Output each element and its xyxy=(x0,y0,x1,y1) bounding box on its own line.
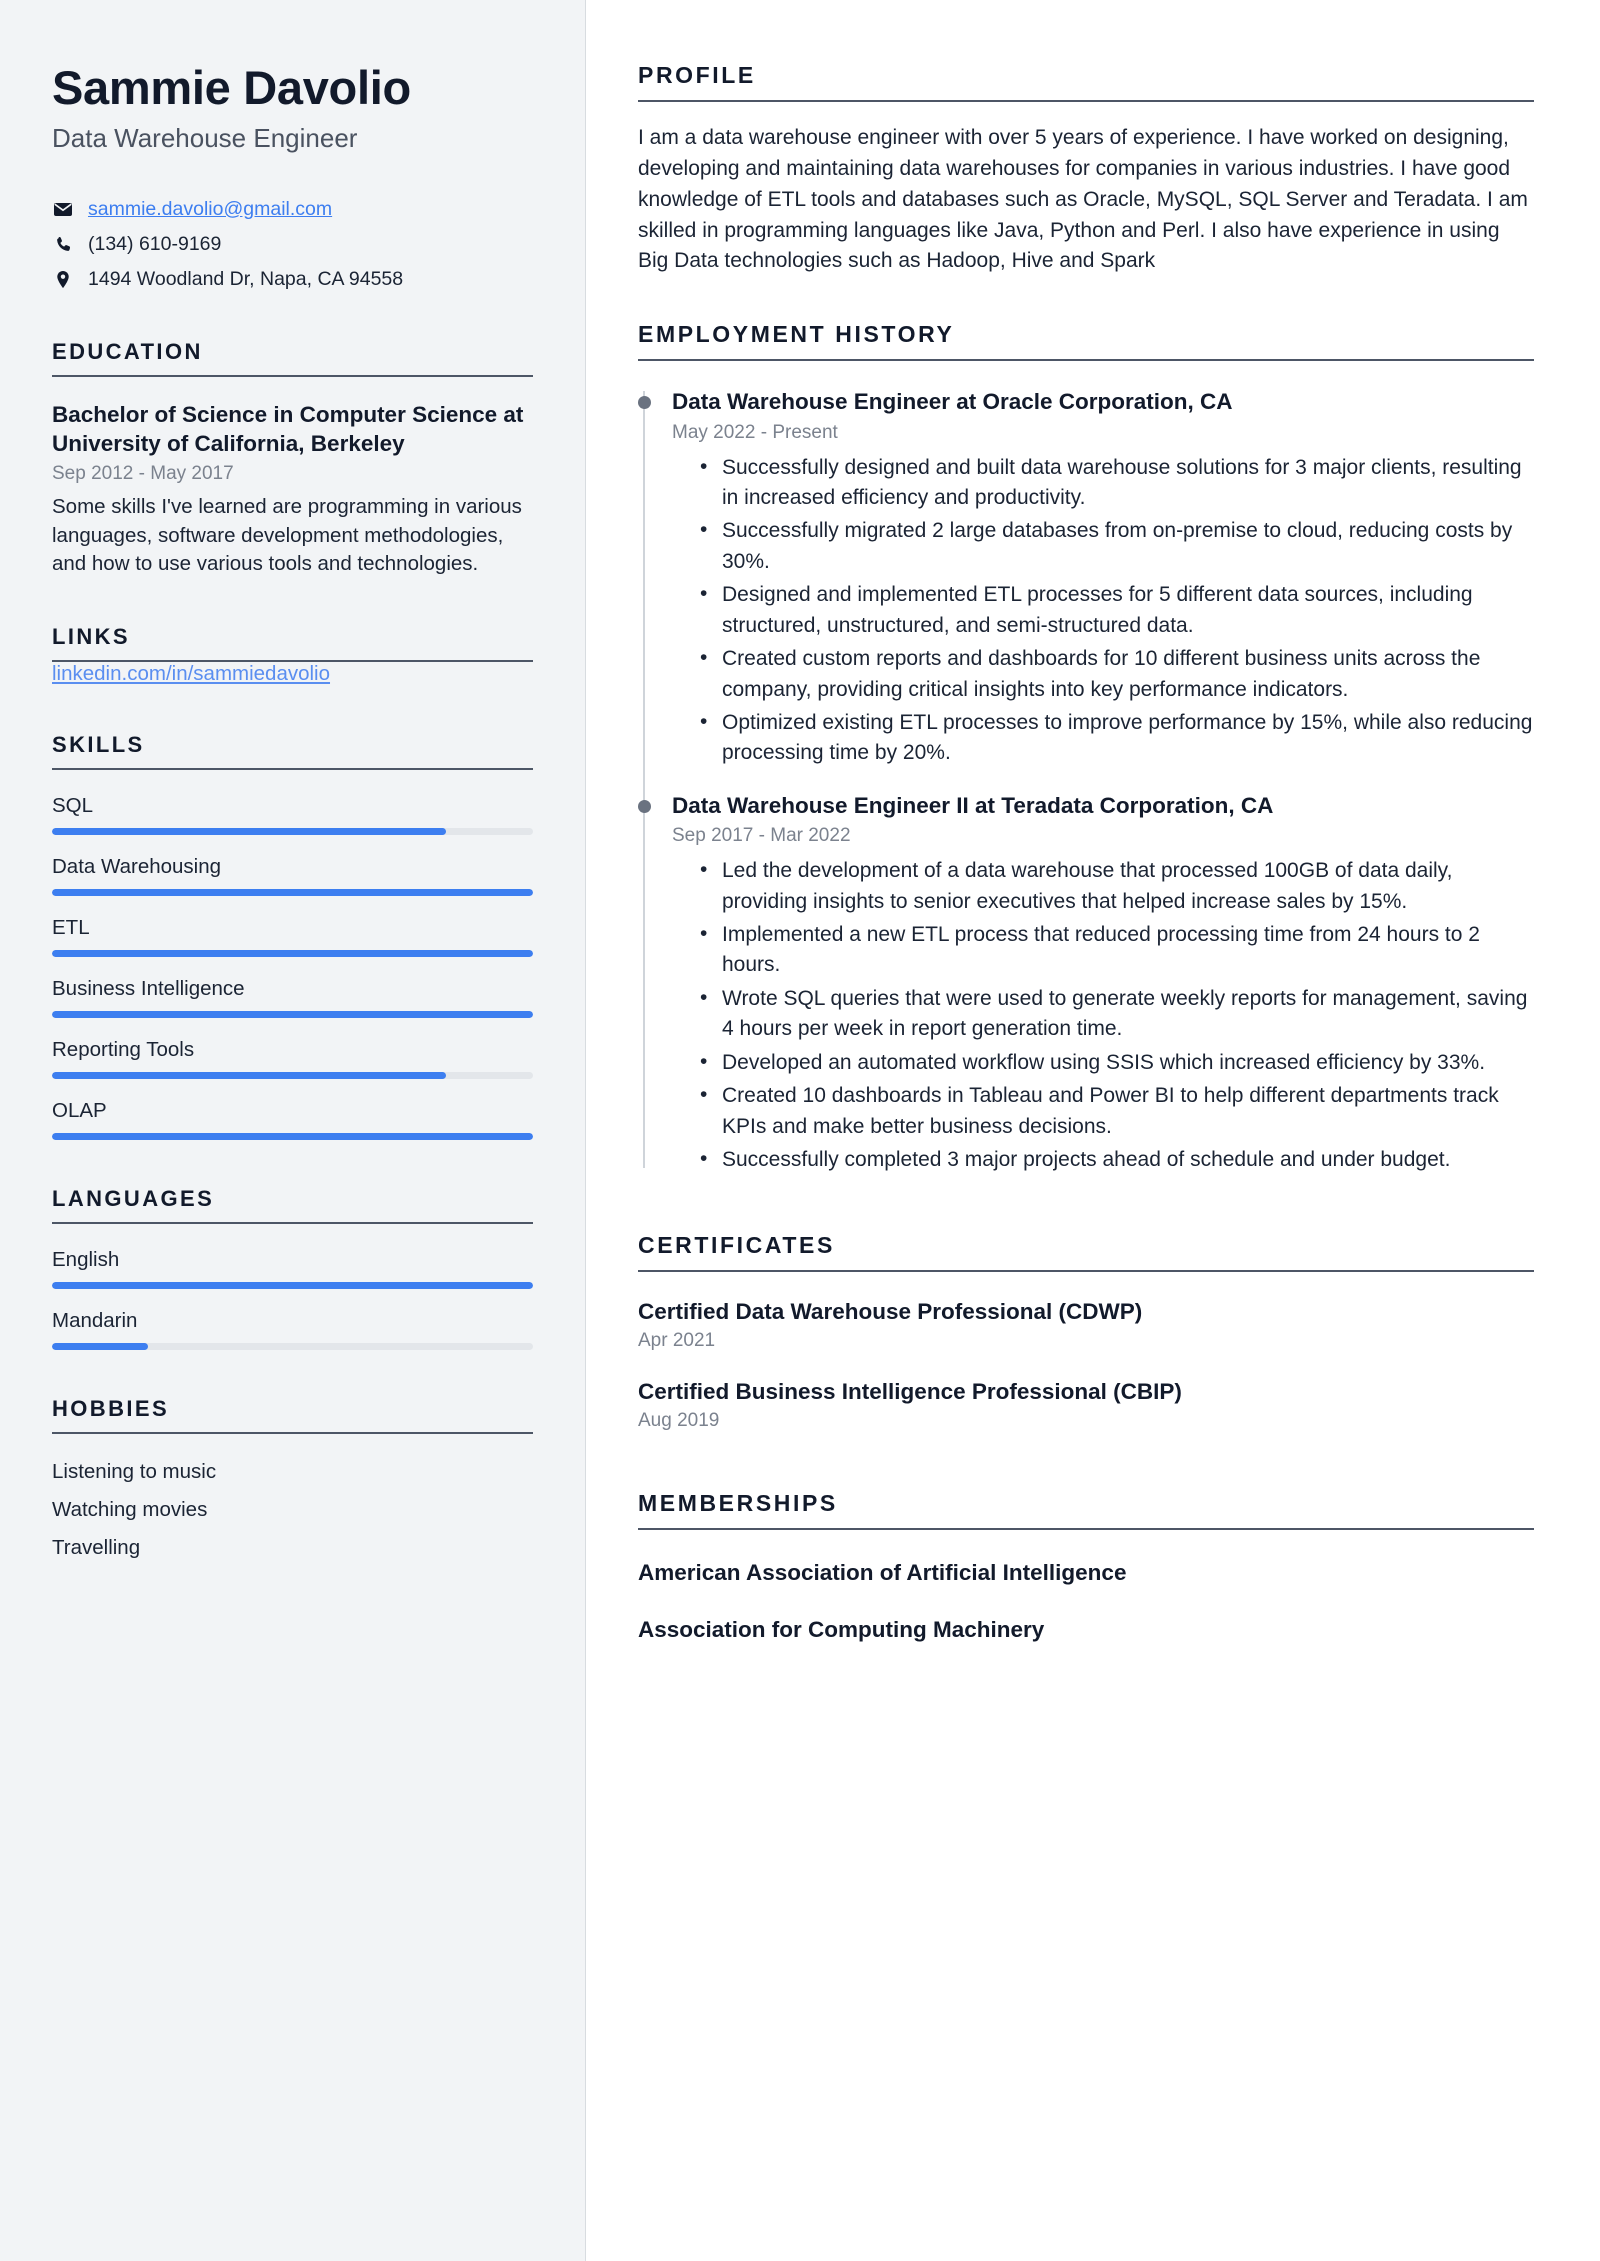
skill-label: OLAP xyxy=(52,1099,107,1123)
employment-bullet: • Optimized existing ETL processes to improve performance by 15%, while also reducing processing time by 20%. xyxy=(722,708,1534,769)
section-certificates xyxy=(638,1232,1534,1433)
memberships-list xyxy=(638,1558,1534,1645)
section-links xyxy=(52,624,533,686)
contact-email-row[interactable] xyxy=(52,196,533,222)
hobby-item: Watching movies xyxy=(52,1498,208,1522)
employment-date: May 2022 - Present xyxy=(672,421,838,443)
skill-level-track xyxy=(52,889,533,896)
contact-phone-text: (134) 610-9169 xyxy=(88,233,222,256)
skill-level-fill xyxy=(52,1011,533,1018)
skill-item xyxy=(52,1038,533,1079)
envelope-icon xyxy=(52,199,74,219)
employment-item xyxy=(672,387,1534,769)
skill-label: SQL xyxy=(52,794,94,818)
skill-level-track xyxy=(52,1072,533,1079)
section-title-languages: LANGUAGES xyxy=(52,1186,215,1212)
hobby-item: Travelling xyxy=(52,1536,141,1560)
skill-level-fill xyxy=(52,1133,533,1140)
skill-level-track xyxy=(52,950,533,957)
skill-item xyxy=(52,916,533,957)
certificate-name: Certified Data Warehouse Professional (CDWP) xyxy=(638,1298,1143,1324)
section-education xyxy=(52,339,533,578)
employment-title: Data Warehouse Engineer II at Teradata Corporation, CA xyxy=(672,792,1274,818)
education-description: Some skills I've learned are programming in various languages, software development methodologies, and how to use various tools and technologies. xyxy=(52,495,522,575)
certificate-item xyxy=(638,1377,1534,1432)
section-divider xyxy=(52,1222,533,1224)
languages-list xyxy=(52,1248,533,1350)
main-column xyxy=(586,0,1600,2261)
section-divider xyxy=(52,1432,533,1434)
skill-level-track xyxy=(52,1343,533,1350)
employment-bullet: • Led the development of a data warehouse that processed 100GB of data daily, providing insights to senior executives that helped increase sales by 15%. xyxy=(722,856,1534,917)
employment-bullet: • Developed an automated workflow using SSIS which increased efficiency by 33%. xyxy=(722,1048,1534,1078)
skill-level-fill xyxy=(52,1072,446,1079)
contact-phone-row xyxy=(52,231,533,257)
language-label: English xyxy=(52,1248,120,1272)
employment-bullets xyxy=(672,856,1534,1175)
section-divider xyxy=(52,768,533,770)
membership-item: Association for Computing Machinery xyxy=(638,1617,1045,1643)
location-pin-icon xyxy=(52,270,74,289)
section-title-certificates: CERTIFICATES xyxy=(638,1231,835,1258)
skill-level-track xyxy=(52,828,533,835)
contact-email-text[interactable]: sammie.davolio@gmail.com xyxy=(88,197,333,220)
section-divider xyxy=(638,359,1534,361)
skill-label: Data Warehousing xyxy=(52,855,222,879)
section-languages xyxy=(52,1186,533,1350)
contact-list xyxy=(52,196,533,293)
link-item-linkedin[interactable]: linkedin.com/in/sammiedavolio xyxy=(52,662,331,686)
education-date: Sep 2012 - May 2017 xyxy=(52,463,234,485)
membership-item: American Association of Artificial Intelligence xyxy=(638,1560,1127,1586)
section-title-skills: SKILLS xyxy=(52,732,145,758)
employment-bullet: • Created 10 dashboards in Tableau and Power BI to help different departments track KPIs and make better business decisions. xyxy=(722,1081,1534,1142)
profile-text: I am a data warehouse engineer with over 5 years of experience. I have worked on designing, developing and maintaining data warehouses for companies in various industries. I have good knowledge of ETL tools and databases such as Oracle, MySQL, SQL Server and Teradata. I am skilled in programming languages like Java, Python and Perl. I also have experience in using Big Data technologies such as Hadoop, Hive and Spark xyxy=(638,126,1528,273)
employment-bullets xyxy=(672,453,1534,769)
sidebar xyxy=(0,0,586,2261)
skill-level-fill xyxy=(52,1282,533,1289)
employment-bullet: • Successfully designed and built data warehouse solutions for 3 major clients, resulting in increased efficiency and productivity. xyxy=(722,453,1534,514)
employment-bullet: • Wrote SQL queries that were used to generate weekly reports for management, saving 4 hours per week in report generation time. xyxy=(722,984,1534,1045)
skill-level-track xyxy=(52,1282,533,1289)
skill-level-track xyxy=(52,1011,533,1018)
candidate-job-title: Data Warehouse Engineer xyxy=(52,122,358,153)
skill-label: ETL xyxy=(52,916,90,940)
phone-icon xyxy=(52,235,74,254)
skill-level-fill xyxy=(52,828,446,835)
language-item xyxy=(52,1248,533,1289)
language-label: Mandarin xyxy=(52,1309,138,1333)
section-title-memberships: MEMBERSHIPS xyxy=(638,1490,838,1517)
skills-list xyxy=(52,794,533,1140)
contact-address-text: 1494 Woodland Dr, Napa, CA 94558 xyxy=(88,268,404,291)
employment-bullet: • Designed and implemented ETL processes for 5 different data sources, including structured, unstructured, and semi-structured data. xyxy=(722,580,1534,641)
certificate-name: Certified Business Intelligence Professional (CBIP) xyxy=(638,1378,1182,1404)
section-title-employment: EMPLOYMENT HISTORY xyxy=(638,321,955,348)
section-divider xyxy=(638,100,1534,102)
employment-bullet: • Successfully migrated 2 large databases from on-premise to cloud, reducing costs by 30%. xyxy=(722,516,1534,577)
language-item xyxy=(52,1309,533,1350)
section-employment-history xyxy=(638,321,1534,1175)
hobbies-list xyxy=(52,1460,533,1560)
timeline-dot-icon xyxy=(638,396,651,409)
section-title-links: LINKS xyxy=(52,624,130,650)
skill-label: Reporting Tools xyxy=(52,1038,195,1062)
employment-timeline xyxy=(638,387,1534,1175)
employment-bullet: • Implemented a new ETL process that reduced processing time from 24 hours to 2 hours. xyxy=(722,920,1534,981)
skill-item xyxy=(52,794,533,835)
contact-address-row xyxy=(52,266,533,292)
employment-date: Sep 2017 - Mar 2022 xyxy=(672,825,851,847)
section-divider xyxy=(638,1270,1534,1272)
section-memberships xyxy=(638,1490,1534,1645)
section-title-hobbies: HOBBIES xyxy=(52,1396,170,1422)
skill-level-fill xyxy=(52,1343,148,1350)
skill-item xyxy=(52,855,533,896)
hobby-item: Listening to music xyxy=(52,1460,217,1484)
employment-title: Data Warehouse Engineer at Oracle Corporation, CA xyxy=(672,389,1233,415)
section-hobbies xyxy=(52,1396,533,1560)
candidate-name: Sammie Davolio xyxy=(52,61,411,114)
certificate-item xyxy=(638,1297,1534,1352)
section-divider xyxy=(638,1528,1534,1530)
education-degree: Bachelor of Science in Computer Science at University of California, Berkeley xyxy=(52,401,524,456)
skill-item xyxy=(52,977,533,1018)
section-title-education: EDUCATION xyxy=(52,338,203,364)
skill-level-track xyxy=(52,1133,533,1140)
section-divider xyxy=(52,375,533,377)
skill-item xyxy=(52,1099,533,1140)
employment-item xyxy=(672,791,1534,1176)
section-profile xyxy=(638,62,1534,277)
certificate-date: Apr 2021 xyxy=(638,1329,716,1351)
certificates-list xyxy=(638,1297,1534,1433)
certificate-date: Aug 2019 xyxy=(638,1410,720,1432)
section-skills xyxy=(52,732,533,1140)
skill-level-fill xyxy=(52,889,533,896)
employment-bullet: • Successfully completed 3 major projects ahead of schedule and under budget. xyxy=(722,1145,1534,1175)
skill-level-fill xyxy=(52,950,533,957)
timeline-dot-icon xyxy=(638,800,651,813)
employment-bullet: • Created custom reports and dashboards for 10 different business units across the company, providing critical insights into key performance indicators. xyxy=(722,644,1534,705)
skill-label: Business Intelligence xyxy=(52,977,245,1001)
section-title-profile: PROFILE xyxy=(638,62,756,88)
